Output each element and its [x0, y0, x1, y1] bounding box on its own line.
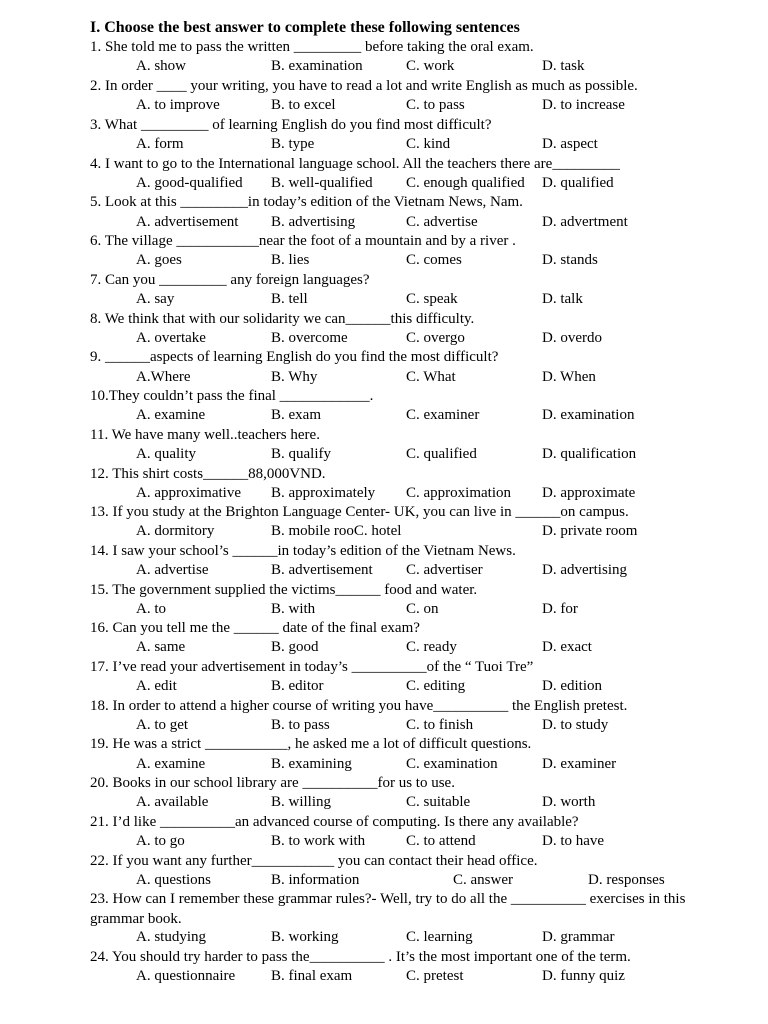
question-17-option-b: B. editor — [271, 678, 324, 694]
question-1-option-b: B. examination — [271, 58, 363, 74]
question-20-option-c: C. suitable — [406, 794, 471, 810]
question-22-option-b: B. information — [271, 872, 360, 888]
question-11-option-a: A. quality — [136, 446, 196, 462]
question-8-option-a: A. overtake — [136, 330, 206, 346]
question-15: 15. The government supplied the victims______ food and water. — [90, 582, 478, 598]
question-24-option-a: A. questionnaire — [136, 968, 236, 984]
question-17-option-a: A. edit — [136, 678, 177, 694]
question-16-option-a: A. same — [136, 639, 186, 655]
question-21: 21. I’d like __________an advanced course of computing. Is there any available? — [90, 814, 579, 830]
question-11-option-c: C. qualified — [406, 446, 477, 462]
question-5: 5. Look at this _________in today’s edition of the Vietnam News, Nam. — [90, 194, 523, 210]
question-15-option-c: C. on — [406, 601, 439, 617]
question-16-option-b: B. good — [271, 639, 319, 655]
question-7-option-c: C. speak — [406, 291, 458, 307]
question-16: 16. Can you tell me the ______ date of the final exam? — [90, 620, 420, 636]
question-8-option-c: C. overgo — [406, 330, 465, 346]
question-3-option-a: A. form — [136, 136, 184, 152]
question-23-option-a: A. studying — [136, 929, 207, 945]
question-7-option-d: D. talk — [542, 291, 583, 307]
question-10-option-c: C. examiner — [406, 407, 480, 423]
question-24-option-d: D. funny quiz — [542, 968, 625, 984]
question-5-option-a: A. advertisement — [136, 214, 239, 230]
question-4-option-b: B. well-qualified — [271, 175, 373, 191]
question-6-option-b: B. lies — [271, 252, 310, 268]
question-9: 9. ______aspects of learning English do you find the most difficult? — [90, 349, 499, 365]
question-2-option-c: C. to pass — [406, 97, 465, 113]
question-18-option-c: C. to finish — [406, 717, 474, 733]
question-1-option-d: D. task — [542, 58, 585, 74]
question-6: 6. The village ___________near the foot of a mountain and by a river . — [90, 233, 516, 249]
question-18-option-b: B. to pass — [271, 717, 330, 733]
question-9-option-c: C. What — [406, 369, 456, 385]
question-2: 2. In order ____ your writing, you have to read a lot and write English as much as possible. — [90, 78, 638, 94]
question-22: 22. If you want any further___________ you can contact their head office. — [90, 853, 538, 869]
question-7-option-a: A. say — [136, 291, 175, 307]
question-21-option-a: A. to go — [136, 833, 185, 849]
question-9-option-d: D. When — [542, 369, 596, 385]
question-13-option-b: B. mobile rooC. hotel — [271, 523, 402, 539]
question-21-option-b: B. to work with — [271, 833, 366, 849]
question-23: 23. How can I remember these grammar rules?- Well, try to do all the __________ exercises in this grammar book. — [90, 891, 686, 927]
question-4-option-a: A. good-qualified — [136, 175, 243, 191]
question-1: 1. She told me to pass the written _________ before taking the oral exam. — [90, 39, 534, 55]
question-11: 11. We have many well..teachers here. — [90, 427, 320, 443]
question-12-option-a: A. approximative — [136, 485, 241, 501]
question-16-option-c: C. ready — [406, 639, 457, 655]
question-19-option-c: C. examination — [406, 756, 498, 772]
question-19-option-a: A. examine — [136, 756, 206, 772]
question-10-option-b: B. exam — [271, 407, 321, 423]
question-18: 18. In order to attend a higher course of writing you have__________ the English pretest. — [90, 698, 628, 714]
question-16-option-d: D. exact — [542, 639, 592, 655]
question-10: 10.They couldn’t pass the final ____________. — [90, 388, 374, 404]
question-13: 13. If you study at the Brighton Language Center- UK, you can live in ______on campus. — [90, 504, 629, 520]
question-19: 19. He was a strict ___________, he asked me a lot of difficult questions. — [90, 736, 532, 752]
question-23-option-d: D. grammar — [542, 929, 615, 945]
question-18-option-d: D. to study — [542, 717, 609, 733]
question-7: 7. Can you _________ any foreign languages? — [90, 272, 370, 288]
question-10-option-d: D. examination — [542, 407, 635, 423]
question-18-option-a: A. to get — [136, 717, 189, 733]
question-8: 8. We think that with our solidarity we can______this difficulty. — [90, 311, 475, 327]
question-19-option-b: B. examining — [271, 756, 352, 772]
question-13-option-a: A. dormitory — [136, 523, 215, 539]
question-12: 12. This shirt costs______88,000VND. — [90, 466, 326, 482]
question-15-option-b: B. with — [271, 601, 316, 617]
question-8-option-d: D. overdo — [542, 330, 602, 346]
question-12-option-b: B. approximately — [271, 485, 376, 501]
question-20-option-d: D. worth — [542, 794, 596, 810]
question-19-option-d: D. examiner — [542, 756, 617, 772]
question-14: 14. I saw your school’s ______in today’s edition of the Vietnam News. — [90, 543, 516, 559]
question-9-option-a: A.Where — [136, 369, 191, 385]
question-24-option-b: B. final exam — [271, 968, 353, 984]
question-17: 17. I’ve read your advertisement in today’s __________of the “ Tuoi Tre” — [90, 659, 534, 675]
question-15-option-a: A. to — [136, 601, 166, 617]
question-12-option-c: C. approximation — [406, 485, 511, 501]
question-11-option-d: D. qualification — [542, 446, 637, 462]
question-14-option-b: B. advertisement — [271, 562, 373, 578]
question-17-option-c: C. editing — [406, 678, 466, 694]
question-14-option-d: D. advertising — [542, 562, 627, 578]
question-5-option-b: B. advertising — [271, 214, 356, 230]
question-15-option-d: D. for — [542, 601, 578, 617]
question-4: 4. I want to go to the International language school. All the teachers there are_________ — [90, 156, 620, 172]
question-9-option-b: B. Why — [271, 369, 318, 385]
question-2-option-b: B. to excel — [271, 97, 336, 113]
question-13-option-d: D. private room — [542, 523, 638, 539]
question-3: 3. What _________ of learning English do you find most difficult? — [90, 117, 492, 133]
question-3-option-b: B. type — [271, 136, 315, 152]
question-22-option-d: D. responses — [588, 872, 665, 888]
question-23-option-c: C. learning — [406, 929, 473, 945]
question-8-option-b: B. overcome — [271, 330, 348, 346]
question-14-option-a: A. advertise — [136, 562, 209, 578]
question-24-option-c: C. pretest — [406, 968, 464, 984]
question-6-option-a: A. goes — [136, 252, 182, 268]
question-22-option-a: A. questions — [136, 872, 211, 888]
question-6-option-d: D. stands — [542, 252, 598, 268]
question-20: 20. Books in our school library are __________for us to use. — [90, 775, 455, 791]
question-6-option-c: C. comes — [406, 252, 462, 268]
question-14-option-c: C. advertiser — [406, 562, 483, 578]
question-22-option-c: C. answer — [453, 872, 513, 888]
question-1-option-a: A. show — [136, 58, 187, 74]
question-3-option-d: D. aspect — [542, 136, 598, 152]
question-5-option-d: D. advertment — [542, 214, 628, 230]
question-20-option-b: B. willing — [271, 794, 332, 810]
question-4-option-c: C. enough qualified — [406, 175, 525, 191]
question-2-option-d: D. to increase — [542, 97, 625, 113]
question-21-option-d: D. to have — [542, 833, 605, 849]
question-12-option-d: D. approximate — [542, 485, 636, 501]
question-3-option-c: C. kind — [406, 136, 451, 152]
question-11-option-b: B. qualify — [271, 446, 331, 462]
question-17-option-d: D. edition — [542, 678, 602, 694]
question-1-option-c: C. work — [406, 58, 455, 74]
question-5-option-c: C. advertise — [406, 214, 478, 230]
question-4-option-d: D. qualified — [542, 175, 614, 191]
question-10-option-a: A. examine — [136, 407, 206, 423]
question-21-option-c: C. to attend — [406, 833, 476, 849]
question-24: 24. You should try harder to pass the__________ . It’s the most important one of the term. — [90, 949, 631, 965]
question-20-option-a: A. available — [136, 794, 209, 810]
question-23-option-b: B. working — [271, 929, 339, 945]
section-heading: I. Choose the best answer to complete these following sentences — [90, 19, 520, 36]
question-2-option-a: A. to improve — [136, 97, 220, 113]
question-7-option-b: B. tell — [271, 291, 308, 307]
